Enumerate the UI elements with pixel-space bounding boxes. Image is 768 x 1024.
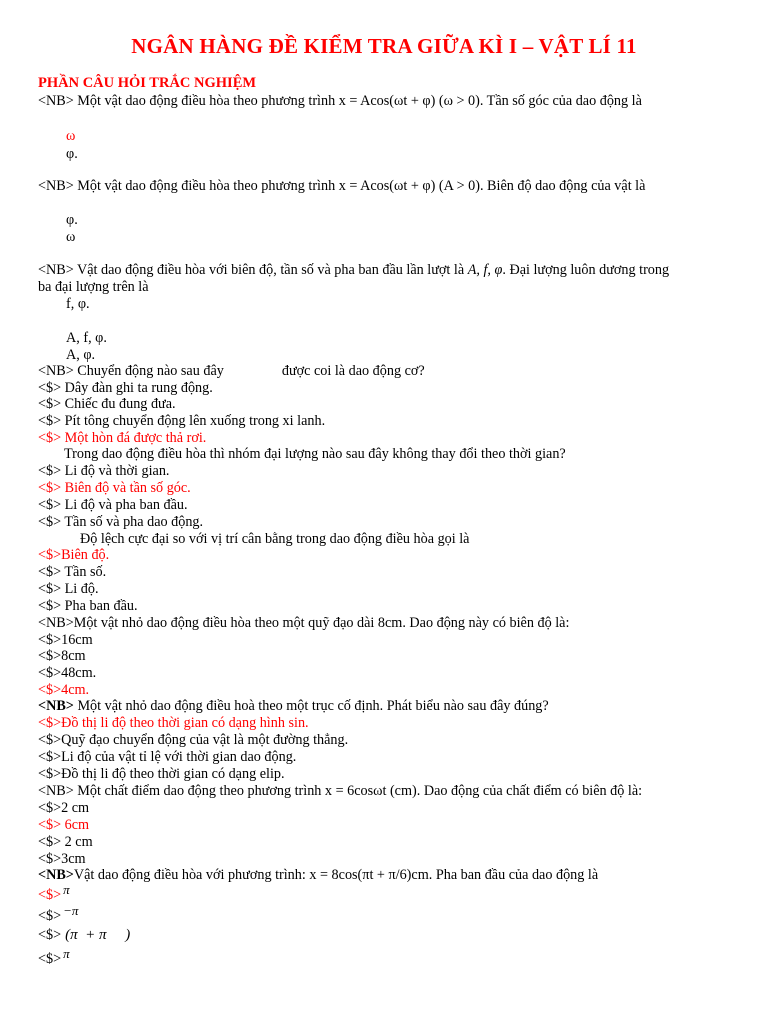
question-10-option-d-value: π [63, 946, 70, 961]
question-7-option-a: <$>16cm [38, 632, 93, 648]
question-5-text: Trong dao động điều hòa thì nhóm đại lượng nào sau đây không thay đổi theo thời gian? [64, 446, 566, 462]
question-10-option-b-tag: <$> [38, 908, 62, 924]
question-8-tag: <NB> [38, 698, 74, 714]
question-4-option-a: <$> Dây đàn ghi ta rung động. [38, 380, 213, 396]
question-4-option-b: <$> Chiếc đu đung đưa. [38, 396, 176, 412]
question-7-tag: <NB> [38, 615, 74, 631]
question-10-text [38, 867, 598, 884]
question-7-option-c: <$>48cm. [38, 665, 97, 681]
question-10-option-a-tag: <$> [38, 887, 62, 903]
question-6-option-b: <$> Tần số. [38, 564, 107, 580]
question-4-text-b: được coi là dao động cơ? [281, 363, 425, 379]
question-10-option-b-value: −π [63, 903, 79, 918]
question-10-option-d [38, 946, 70, 968]
question-4-option-c: <$> Pít tông chuyển động lên xuống trong xi lanh. [38, 413, 326, 429]
question-8-option-d: <$>Đồ thị li độ theo thời gian có dạng elip. [38, 766, 285, 782]
question-3-option-b: A, f, φ. [66, 330, 107, 346]
question-9-option-b: <$> 6cm [38, 817, 90, 833]
question-8-body: Một vật nhỏ dao động điều hoà theo một trục cố định. Phát biểu nào sau đây đúng? [73, 698, 549, 714]
question-4-text-a: <NB> Chuyển động nào sau đây [38, 363, 224, 379]
question-9-option-a: <$>2 cm [38, 800, 90, 816]
question-8-option-c: <$>Li độ của vật tỉ lệ với thời gian dao động. [38, 749, 297, 765]
question-5-option-b: <$> Biên độ và tần số góc. [38, 480, 191, 496]
question-10-option-a-value: π [63, 882, 70, 897]
question-10-option-b [38, 903, 79, 925]
question-5-option-d: <$> Tần số và pha dao động. [38, 514, 204, 530]
question-10-option-c [38, 927, 130, 944]
question-10-body: Vật dao động điều hòa với phương trình: x = 8cos(πt + π/6)cm. Pha ban đầu của dao động là [73, 867, 599, 883]
question-7-option-d: <$>4cm. [38, 682, 90, 698]
question-4-option-d: <$> Một hòn đá được thả rơi. [38, 430, 207, 446]
question-3-variables: A, f, φ [467, 262, 503, 278]
question-9-option-d: <$>3cm [38, 851, 86, 867]
question-7-option-b: <$>8cm [38, 648, 86, 664]
question-3-option-c: A, φ. [66, 347, 96, 363]
question-7-body: Một vật nhỏ dao động điều hòa theo một quỹ đạo dài 8cm. Dao động này có biên độ là: [73, 615, 570, 631]
question-10-option-c-value: (π + π ) [65, 927, 131, 943]
question-8-text [38, 698, 549, 715]
question-2-option-b: ω [66, 229, 76, 245]
question-9-option-c: <$> 2 cm [38, 834, 93, 850]
question-5-option-c: <$> Li độ và pha ban đầu. [38, 497, 188, 513]
question-2-text: <NB> Một vật dao động điều hòa theo phương trình x = Acos(ωt + φ) (A > 0). Biên độ dao động của vật là [38, 178, 646, 194]
question-1-option-b: φ. [66, 146, 78, 162]
question-2-option-a: φ. [66, 212, 78, 228]
question-3-text-a: <NB> Vật dao động điều hòa với biên độ, tần số và pha ban đầu lần lượt là [38, 262, 468, 278]
question-3-text-line-2: ba đại lượng trên là [38, 279, 149, 295]
section-heading: PHẦN CÂU HỎI TRẮC NGHIỆM [38, 75, 257, 91]
question-3-text-b: . Đại lượng luôn dương trong [502, 262, 670, 278]
question-10-option-c-tag: <$> [38, 927, 62, 943]
question-1-option-a: ω [66, 128, 76, 144]
question-6-option-a: <$>Biên độ. [38, 547, 110, 563]
question-3-option-a: f, φ. [66, 296, 90, 312]
question-10-option-d-tag: <$> [38, 951, 62, 967]
question-6-option-c: <$> Li độ. [38, 581, 99, 597]
question-7-text [38, 615, 569, 632]
question-6-option-d: <$> Pha ban đầu. [38, 598, 138, 614]
question-10-option-a [38, 882, 70, 904]
question-6-text: Độ lệch cực đại so với vị trí cân bằng trong dao động điều hòa gọi là [80, 531, 470, 547]
question-9-text: <NB> Một chất điểm dao động theo phương trình x = 6cosωt (cm). Dao động của chất điểm có biên độ là: [38, 783, 643, 799]
question-8-option-b: <$>Quỹ đạo chuyển động của vật là một đường thẳng. [38, 732, 349, 748]
question-1-text: <NB> Một vật dao động điều hòa theo phương trình x = Acos(ωt + φ) (ω > 0). Tần số góc của dao động là [38, 93, 642, 109]
question-4-text [38, 363, 425, 380]
question-5-option-a: <$> Li độ và thời gian. [38, 463, 170, 479]
question-10-tag: <NB> [38, 867, 74, 883]
document-title: NGÂN HÀNG ĐỀ KIỂM TRA GIỮA KÌ I – VẬT LÍ 11 [131, 34, 637, 58]
question-8-option-a: <$>Đồ thị li độ theo thời gian có dạng hình sin. [38, 715, 309, 731]
question-3-text-line-1 [38, 262, 669, 279]
